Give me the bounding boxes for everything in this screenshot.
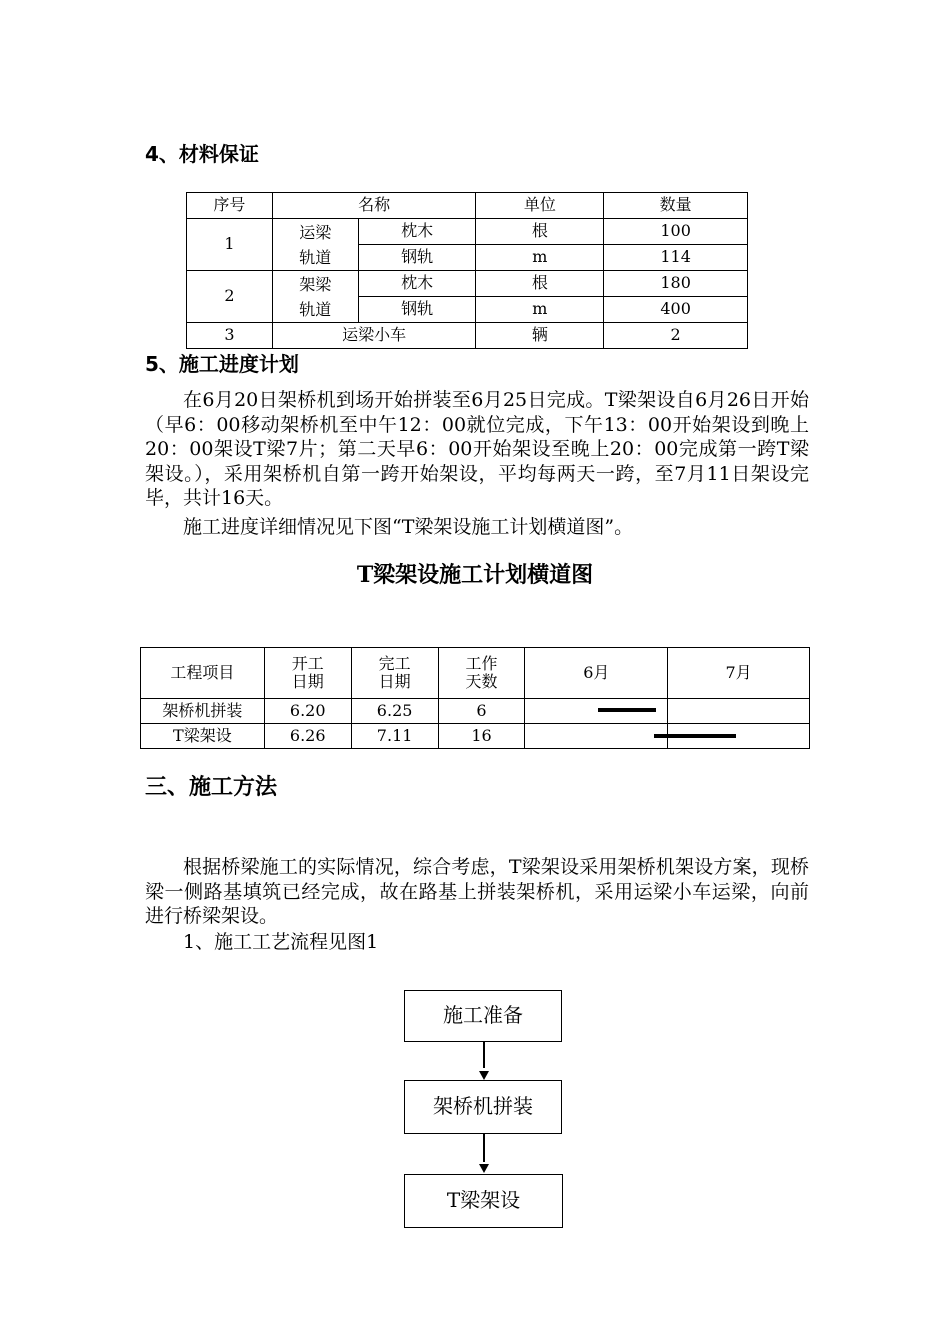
cell-unit: 根: [476, 219, 604, 245]
materials-table: [186, 192, 748, 349]
arrow-down-icon: [479, 1164, 489, 1173]
cell-unit: 根: [476, 271, 604, 297]
cell-qty: 114: [604, 245, 748, 271]
cell-group: [272, 271, 358, 323]
gantt-cell-days: 16: [438, 724, 525, 749]
table-row: [187, 271, 748, 297]
gantt-title: T梁架设施工计划横道图: [356, 562, 594, 588]
cell-qty: 100: [604, 219, 748, 245]
group-line2: 轨道: [299, 299, 332, 319]
flow-step-prepare: 施工准备: [404, 990, 562, 1042]
table-header-row: [187, 193, 748, 219]
gantt-cell-start: 6.20: [264, 699, 351, 724]
cell-qty: 180: [604, 271, 748, 297]
start-l2: 日期: [291, 672, 324, 691]
gantt-header-days: [438, 648, 525, 699]
cell-item: 钢轨: [358, 245, 476, 271]
section-3-heading: 三、施工方法: [145, 775, 278, 800]
cell-item: 枕木: [358, 271, 476, 297]
cell-item: 钢轨: [358, 297, 476, 323]
section-4-heading: 4、材料保证: [145, 142, 259, 166]
flow-connector: [483, 1134, 485, 1162]
table-row: [187, 323, 748, 349]
gantt-cell-end: 7.11: [351, 724, 438, 749]
flow-connector: [483, 1042, 485, 1068]
days-l1: 工作: [465, 653, 498, 673]
end-l1: 完工: [378, 653, 411, 673]
end-l2: 日期: [378, 672, 411, 691]
gantt-cell-item: T梁架设: [141, 724, 265, 749]
cell-no: 1: [187, 219, 273, 271]
days-l2: 天数: [465, 672, 498, 691]
cell-unit: m: [476, 297, 604, 323]
arrow-down-icon: [479, 1071, 489, 1080]
header-name: 名称: [272, 193, 476, 219]
gantt-cell-start: 6.26: [264, 724, 351, 749]
schedule-reference-paragraph: 施工进度详细情况见下图“T梁架设施工计划横道图”。: [183, 516, 634, 538]
gantt-header-start: [264, 648, 351, 699]
cell-unit: 辆: [476, 323, 604, 349]
flow-reference: 1、施工工艺流程见图1: [183, 931, 379, 953]
section-5-heading: 5、施工进度计划: [145, 352, 299, 376]
group-line2: 轨道: [299, 247, 332, 267]
gantt-header-end: [351, 648, 438, 699]
cell-qty: 400: [604, 297, 748, 323]
cell-unit: m: [476, 245, 604, 271]
gantt-header-july: 7月: [668, 648, 810, 699]
group-line1: 架梁: [299, 274, 332, 294]
cell-item: 运梁小车: [272, 323, 476, 349]
schedule-paragraph: 在6月20日架桥机到场开始拼装至6月25日完成。T梁架设自6月26日开始（早6：00移动架桥机至中午12：00就位完成，下午13：00开始架设到晚上20：00架设T梁7片；第二天早6：00开始架设至晚上20：00完成第一跨T梁架设。），采用架桥机自第一跨开始架设，平均每两天一跨，至7月11日架设完毕，共计16天。: [145, 389, 809, 509]
method-paragraph: 根据桥梁施工的实际情况，综合考虑，T梁架设采用架桥机架设方案，现桥梁一侧路基填筑已经完成，故在路基上拼装架桥机，采用运梁小车运梁，向前进行桥梁架设。: [145, 856, 809, 927]
cell-item: 枕木: [358, 219, 476, 245]
header-no: 序号: [187, 193, 273, 219]
header-unit: 单位: [476, 193, 604, 219]
group-line1: 运梁: [299, 222, 332, 242]
gantt-cell-days: 6: [438, 699, 525, 724]
gantt-cell-july: [668, 699, 810, 724]
flow-step-assembly: 架桥机拼装: [404, 1080, 562, 1134]
start-l1: 开工: [291, 653, 324, 673]
gantt-bar-assembly: [598, 708, 656, 712]
gantt-header-june: 6月: [525, 648, 668, 699]
gantt-cell-end: 6.25: [351, 699, 438, 724]
flow-step-erection: T梁架设: [404, 1174, 563, 1228]
gantt-bar-erection: [654, 734, 736, 738]
gantt-cell-june: [525, 724, 668, 749]
cell-group: [272, 219, 358, 271]
gantt-header-item: 工程项目: [141, 648, 265, 699]
gantt-cell-item: 架桥机拼装: [141, 699, 265, 724]
header-qty: 数量: [604, 193, 748, 219]
gantt-header-row: [141, 648, 810, 699]
cell-no: 3: [187, 323, 273, 349]
cell-qty: 2: [604, 323, 748, 349]
table-row: [187, 219, 748, 245]
cell-no: 2: [187, 271, 273, 323]
table-row: [141, 699, 810, 724]
